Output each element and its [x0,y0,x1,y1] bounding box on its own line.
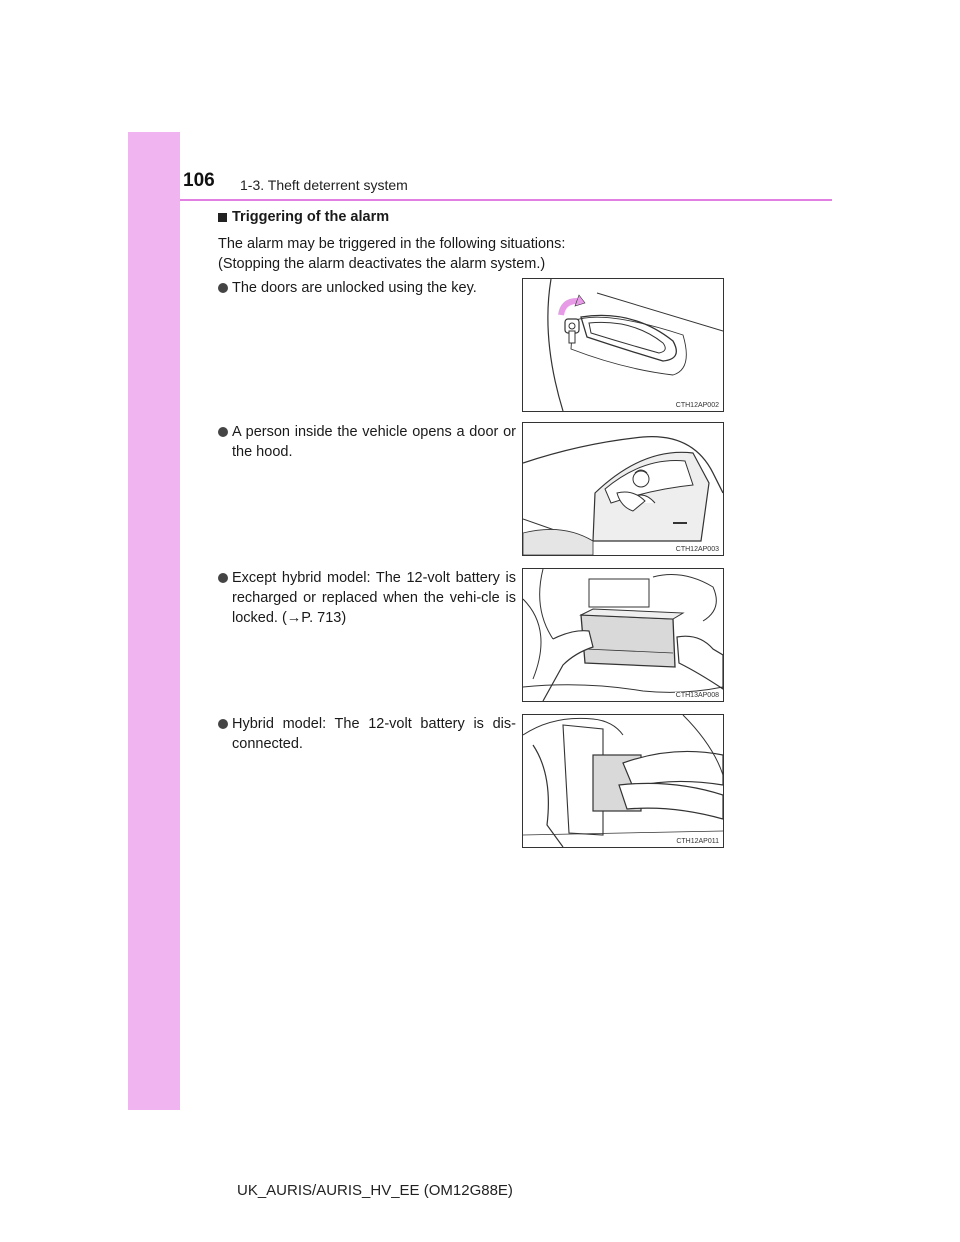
header-rule [180,199,832,201]
intro-line-2: (Stopping the alarm deactivates the alarm system.) [218,256,546,272]
list-item-text: A person inside the vehicle opens a door or the hood. [232,424,516,460]
car-door-drawing [523,423,723,555]
battery-disconnect-drawing [523,715,723,847]
bullet-icon [218,427,228,437]
bullet-icon [218,283,228,293]
illustration-car-door [522,422,724,556]
section-title: 1-3. Theft deterrent system [240,177,408,193]
list-item-key-unlock [232,278,516,298]
square-bullet-icon [218,213,227,222]
image-code: CTH12AP011 [676,838,719,845]
subsection-heading [218,209,389,225]
list-item-battery-disconnect [232,714,516,754]
page-number: 106 [183,170,215,191]
image-code: CTH12AP002 [675,402,719,409]
door-handle-key-drawing [523,279,723,411]
footer-model-code: UK_AURIS/AURIS_HV_EE (OM12G88E) [237,1182,513,1199]
list-item-text: Hybrid model: The 12-volt battery is dis-connected. [232,716,516,752]
bullet-icon [218,719,228,729]
image-code: CTH12AP003 [675,546,719,553]
bullet-icon [218,573,228,583]
image-code: CTH13AP008 [675,692,719,699]
illustration-battery-replace [522,568,724,702]
list-item-text: Except hybrid model: The 12-volt battery is recharged or replaced when the vehi-cle is locked. (→P. 713) [232,570,516,626]
illustration-battery-disconnect [522,714,724,848]
illustration-door-handle-key [522,278,724,412]
list-item-battery-recharge [232,568,516,628]
battery-replace-drawing [523,569,723,701]
intro-line-1: The alarm may be triggered in the following situations: [218,236,566,252]
list-item-text: The doors are unlocked using the key. [232,280,477,296]
subsection-heading-text: Triggering of the alarm [232,209,390,225]
list-item-person-inside [232,422,516,462]
chapter-tab-sidebar [128,132,180,1110]
